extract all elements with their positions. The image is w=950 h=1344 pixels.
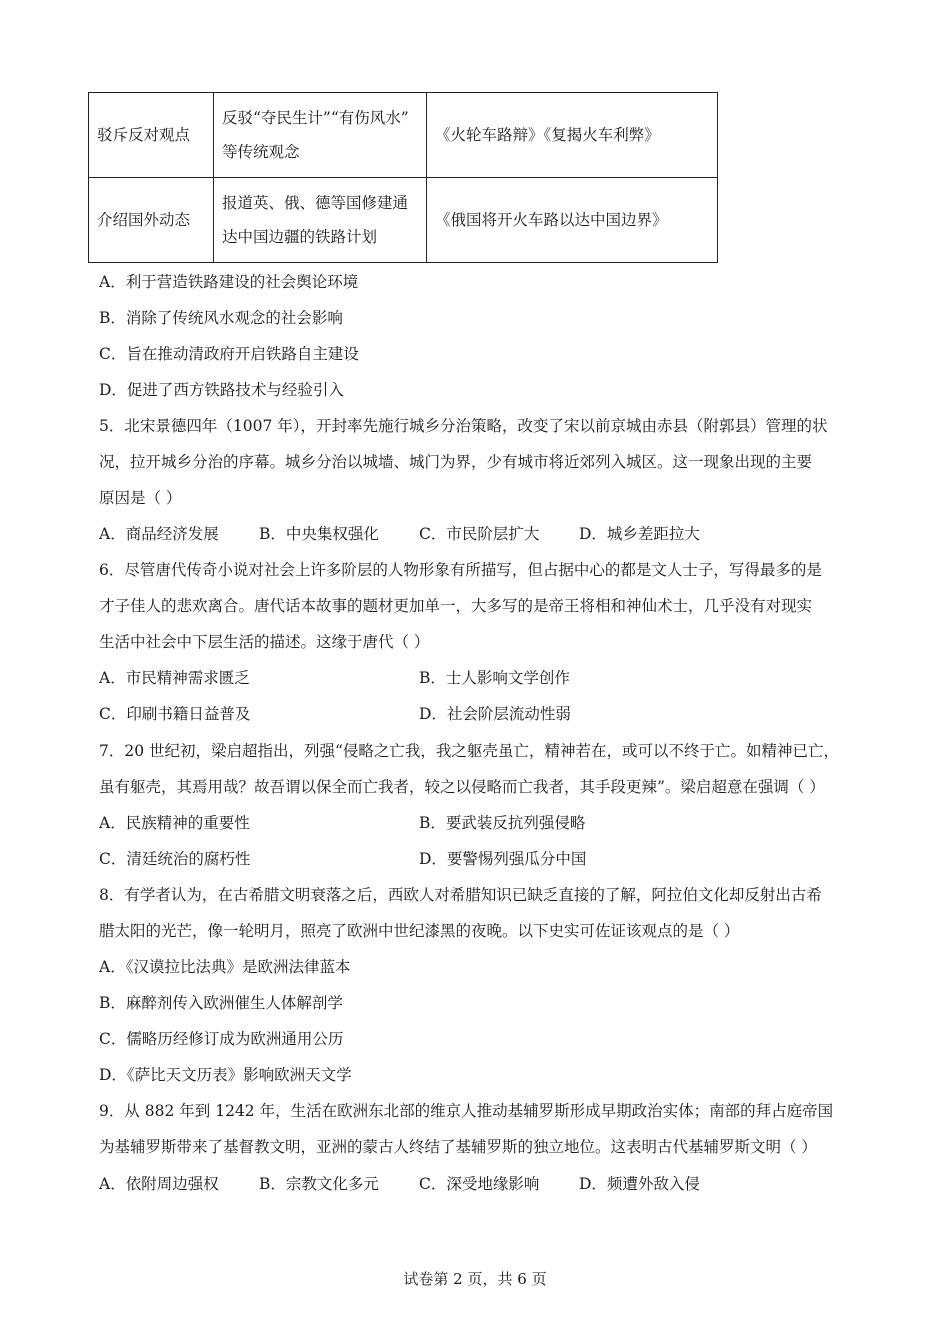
q5-stem-line: 况，拉开城乡分治的序幕。城乡分治以城墙、城门为界，少有城市将近郊列入城区。这一现象出现的主要 xyxy=(99,453,813,471)
table-cell xyxy=(214,178,427,263)
q5-option-b: B．中央集权强化 xyxy=(259,525,379,543)
cell-line: 达中国边疆的铁路计划 xyxy=(222,228,378,246)
q9-stem-line: 为基辅罗斯带来了基督教文明，亚洲的蒙古人终结了基辅罗斯的独立地位。这表明古代基辅罗斯文明（ ） xyxy=(99,1138,817,1156)
q8-option-d: D．《萨比天文历表》影响欧洲天文学 xyxy=(99,1066,352,1084)
table-cell: 介绍国外动态 xyxy=(89,178,214,263)
table-cell xyxy=(214,93,427,178)
q9-option-a: A．依附周边强权 xyxy=(99,1175,219,1193)
q6-stem-line: 才子佳人的悲欢离合。唐代话本故事的题材更加单一，大多写的是帝王将相和神仙术士，几乎没有对现实 xyxy=(99,597,813,615)
q7-option-a: A．民族精神的重要性 xyxy=(99,814,250,832)
q9-stem-line: 9．从 882 年到 1242 年，生活在欧洲东北部的维京人推动基辅罗斯形成早期政治实体；南部的拜占庭帝国 xyxy=(99,1102,834,1120)
q9-option-d: D．频遭外敌入侵 xyxy=(579,1175,700,1193)
q8-option-b: B．麻醉剂传入欧洲催生人体解剖学 xyxy=(99,994,343,1012)
q4-option-b: B．消除了传统风水观念的社会影响 xyxy=(99,309,343,327)
cell-line: 等传统观念 xyxy=(222,143,300,161)
q5-stem-line: 原因是（ ） xyxy=(99,489,182,507)
q7-stem-line: 7．20 世纪初，梁启超指出，列强“侵略之亡我，我之躯壳虽亡，精神若在，或可以不终于亡。如精神已亡， xyxy=(99,742,839,760)
q7-option-d: D．要警惕列强瓜分中国 xyxy=(419,850,587,868)
cell-line: 反驳“夺民生计”“有伤风水” xyxy=(222,109,409,127)
q7-option-b: B．要武装反抗列强侵略 xyxy=(419,814,586,832)
q6-option-d: D．社会阶层流动性弱 xyxy=(419,705,571,723)
table-row xyxy=(89,93,718,178)
q7-stem-line: 虽有躯壳，其焉用哉？故吾谓以保全而亡我者，较之以侵略而亡我者，其手段更辣”。梁启超意在强调（ ） xyxy=(99,778,825,796)
q6-stem-line: 生活中社会中下层生活的描述。这缘于唐代（ ） xyxy=(99,633,430,651)
q6-stem-line: 6．尽管唐代传奇小说对社会上许多阶层的人物形象有所描写，但占据中心的都是文人士子，写得最多的是 xyxy=(99,561,822,579)
q6-option-c: C．印刷书籍日益普及 xyxy=(99,705,251,723)
q5-option-a: A．商品经济发展 xyxy=(99,525,219,543)
table-cell: 《火轮车路辩》《复揭火车利弊》 xyxy=(427,93,718,178)
q8-stem-line: 8．有学者认为，在古希腊文明衰落之后，西欧人对希腊知识已缺乏直接的了解，阿拉伯文化却反射出古希 xyxy=(99,886,822,904)
page-footer: 试卷第 2 页，共 6 页 xyxy=(403,1270,547,1288)
q5-option-c: C．市民阶层扩大 xyxy=(419,525,540,543)
q5-option-d: D．城乡差距拉大 xyxy=(579,525,700,543)
table-cell: 《俄国将开火车路以达中国边界》 xyxy=(427,178,718,263)
q7-option-c: C．清廷统治的腐朽性 xyxy=(99,850,251,868)
q5-stem-line: 5．北宋景德四年（1007 年），开封率先施行城乡分治策略，改变了宋以前京城由赤县（附郭县）管理的状 xyxy=(99,417,828,435)
q9-option-c: C．深受地缘影响 xyxy=(419,1175,540,1193)
q4-option-a: A．利于营造铁路建设的社会舆论环境 xyxy=(99,273,359,291)
q6-option-b: B．士人影响文学创作 xyxy=(419,669,570,687)
cell-line: 报道英、俄、德等国修建通 xyxy=(222,194,409,212)
q4-option-c: C．旨在推动清政府开启铁路自主建设 xyxy=(99,345,359,363)
q9-option-b: B．宗教文化多元 xyxy=(259,1175,379,1193)
railway-table xyxy=(88,92,718,263)
q8-option-a: A．《汉谟拉比法典》是欧洲法律蓝本 xyxy=(99,958,351,976)
q6-option-a: A．市民精神需求匮乏 xyxy=(99,669,250,687)
table-cell: 驳斥反对观点 xyxy=(89,93,214,178)
q8-option-c: C．儒略历经修订成为欧洲通用公历 xyxy=(99,1030,344,1048)
q8-stem-line: 腊太阳的光芒，像一轮明月，照亮了欧洲中世纪漆黑的夜晚。以下史实可佐证该观点的是（ ） xyxy=(99,922,740,940)
table-row xyxy=(89,178,718,263)
q4-option-d: D．促进了西方铁路技术与经验引入 xyxy=(99,381,344,399)
